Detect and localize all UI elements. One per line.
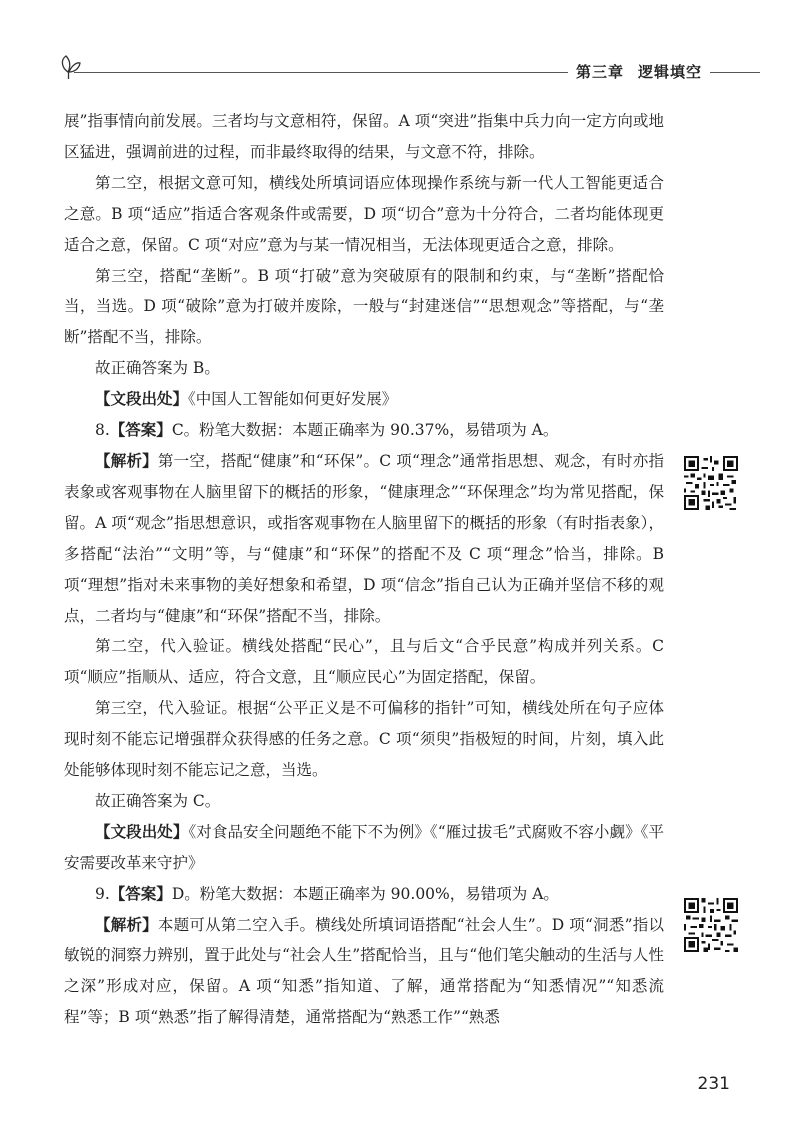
analysis-paragraph — [64, 910, 664, 1034]
page-number: 231 — [697, 1074, 730, 1094]
question-number: 8. — [95, 421, 110, 440]
qr-code-icon[interactable] — [684, 898, 738, 952]
chapter-title — [568, 61, 710, 82]
qr-code-icon[interactable] — [684, 456, 738, 510]
source-paragraph — [64, 817, 664, 879]
question-number: 9. — [95, 884, 110, 903]
page-header — [56, 52, 760, 92]
leaf-logo-icon — [56, 52, 82, 80]
source-text: 《中国人工智能如何更好发展》 — [188, 390, 398, 409]
paragraph: 第三空，代入验证。根据“公平正义是不可偏移的指针”可知，横线处所在句子应体现时刻不能忘记增强群众获得感的任务之意。C 项“须臾”指极短的时间，片刻，填入此处能够体现时刻不能忘记之意，当选。 — [64, 699, 664, 780]
analysis-text: 第一空，搭配“健康”和“环保”。C 项“理念”通常指思想、观念，有时亦指表象或客观事物在人脑里留下的概括的形象，“健康理念”“环保理念”均为常见搭配，保留。A 项“观念”指思想意识，或指客观事物在人脑里留下的概括的形象（有时指表象），多搭配“法治”“文明”等，与“健康”和“环保”的搭配不及 C 项“理念”恰当，排除。B 项“理想”指对未来事物的美好想象和希望，D 项“信念”指自己认为正确并坚信不移的观点，二者均与“健康”和“环保”搭配不当，排除。 — [64, 451, 664, 625]
page-body — [64, 106, 664, 1033]
chapter-number: 第三章 — [575, 63, 624, 81]
answer-text: D。粉笔大数据：本题正确率为 90.00%，易错项为 A。 — [171, 884, 559, 903]
analysis-paragraph — [64, 446, 664, 631]
answer-label: 【答案】 — [109, 421, 172, 440]
analysis-text: 本题可从第二空入手。横线处所填词语搭配“社会人生”。D 项“洞悉”指以敏锐的洞察力辨别，置于此处与“社会人生”搭配恰当，且与“他们笔尖触动的生活与人性之深”形成对应，保留。A 项“知悉”指知道、了解，通常搭配为“知悉情况”“知悉流程”等；B 项“熟悉”指了解得清楚，通常搭配为“熟悉工作”“熟悉 — [64, 915, 664, 1027]
answer-label: 【答案】 — [109, 884, 172, 903]
answer-text: C。粉笔大数据：本题正确率为 90.37%，易错项为 A。 — [171, 421, 559, 440]
analysis-label: 【解析】 — [95, 915, 158, 934]
source-label: 【文段出处】 — [95, 822, 189, 841]
analysis-label: 【解析】 — [95, 451, 158, 470]
paragraph: 展”指事情向前发展。三者均与文意相符，保留。A 项“突进”指集中兵力向一定方向或地区猛进，强调前进的过程，而非最终取得的结果，与文意不符，排除。 — [64, 112, 664, 161]
paragraph: 故正确答案为 B。 — [95, 359, 220, 378]
source-paragraph — [64, 384, 664, 415]
source-label: 【文段出处】 — [95, 390, 189, 409]
paragraph: 第三空，搭配“垄断”。B 项“打破”意为突破原有的限制和约束，与“垄断”搭配恰当，当选。D 项“破除”意为打破并废除，一般与“封建迷信”“思想观念”等搭配，与“垄断”搭配不当，排除。 — [64, 266, 664, 347]
source-text: 《对食品安全问题绝不能下不为例》《“雁过拔毛”式腐败不容小觑》《平安需要改革来守护》 — [64, 822, 664, 872]
section-name: 逻辑填空 — [637, 63, 702, 81]
paragraph: 故正确答案为 C。 — [95, 791, 221, 810]
paragraph: 第二空，根据文意可知，横线处所填词语应体现操作系统与新一代人工智能更适合之意。B 项“适应”指适合客观条件或需要，D 项“切合”意为十分符合，二者均能体现更适合之意，保留。C 项“对应”意为与某一情况相当，无法体现更适合之意，排除。 — [64, 173, 664, 254]
answer-paragraph — [64, 415, 664, 446]
paragraph: 第二空，代入验证。横线处搭配“民心”，且与后文“合乎民意”构成并列关系。C 项“顺应”指顺从、适应，符合文意，且“顺应民心”为固定搭配，保留。 — [64, 637, 664, 687]
answer-paragraph — [64, 879, 664, 910]
